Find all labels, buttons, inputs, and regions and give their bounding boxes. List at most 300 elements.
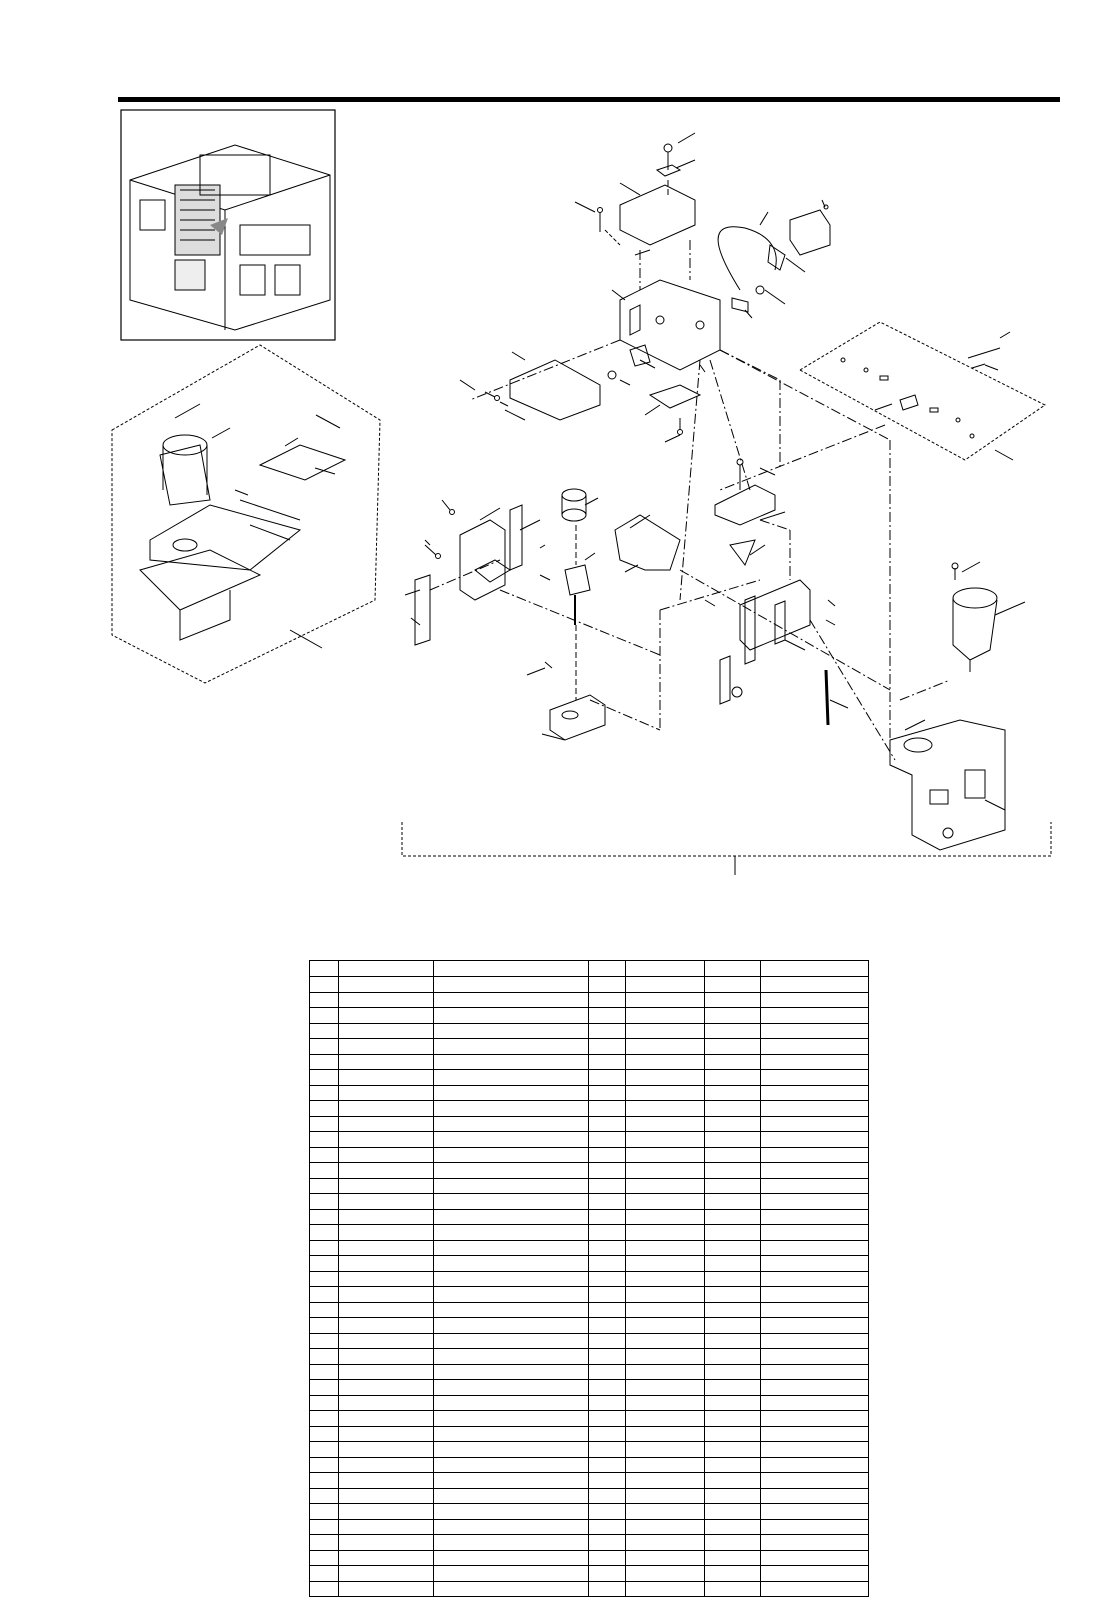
table-cell xyxy=(705,1302,761,1318)
table-cell xyxy=(310,1209,339,1225)
table-cell xyxy=(626,1070,705,1086)
table-cell xyxy=(310,1442,339,1458)
table-cell xyxy=(339,1318,434,1334)
table-cell xyxy=(589,1457,626,1473)
table-cell xyxy=(705,1116,761,1132)
table-cell xyxy=(626,1287,705,1303)
table-cell xyxy=(589,1240,626,1256)
table-cell xyxy=(761,1581,869,1597)
table-cell xyxy=(626,1039,705,1055)
table-row xyxy=(310,1163,869,1179)
table-cell xyxy=(339,1178,434,1194)
table-cell xyxy=(589,1054,626,1070)
table-cell xyxy=(589,1163,626,1179)
table-cell xyxy=(705,992,761,1008)
table-cell xyxy=(310,1225,339,1241)
table-cell xyxy=(339,1039,434,1055)
table-cell xyxy=(339,1116,434,1132)
table-cell xyxy=(589,1023,626,1039)
table-cell xyxy=(433,1054,589,1070)
table-cell xyxy=(589,1085,626,1101)
table-cell xyxy=(589,1535,626,1551)
table-cell xyxy=(339,1209,434,1225)
column-header xyxy=(705,961,761,977)
table-row xyxy=(310,1147,869,1163)
table-cell xyxy=(626,1550,705,1566)
table-cell xyxy=(433,1070,589,1086)
table-cell xyxy=(761,1426,869,1442)
table-cell xyxy=(339,1194,434,1210)
table-cell xyxy=(589,1519,626,1535)
table-cell xyxy=(310,1070,339,1086)
table-cell xyxy=(310,1256,339,1272)
table-cell xyxy=(705,1426,761,1442)
table-cell xyxy=(433,1566,589,1582)
table-cell xyxy=(339,1426,434,1442)
table-cell xyxy=(761,1132,869,1148)
table-cell xyxy=(433,1008,589,1024)
table-cell xyxy=(705,1101,761,1117)
table-cell xyxy=(761,977,869,993)
table-cell xyxy=(761,1473,869,1489)
table-cell xyxy=(761,1442,869,1458)
table-cell xyxy=(339,1240,434,1256)
table-cell xyxy=(761,1054,869,1070)
table-cell xyxy=(589,1488,626,1504)
table-row xyxy=(310,1070,869,1086)
table-cell xyxy=(339,1519,434,1535)
machine-overview-drawing xyxy=(121,110,335,340)
table-cell xyxy=(626,1473,705,1489)
table-cell xyxy=(433,1240,589,1256)
table-cell xyxy=(761,1070,869,1086)
table-cell xyxy=(626,1302,705,1318)
table-cell xyxy=(339,1054,434,1070)
table-cell xyxy=(310,1504,339,1520)
table-row xyxy=(310,1488,869,1504)
table-cell xyxy=(589,1504,626,1520)
table-cell xyxy=(339,1581,434,1597)
table-cell xyxy=(339,1256,434,1272)
table-cell xyxy=(761,1349,869,1365)
table-cell xyxy=(433,1163,589,1179)
table-row xyxy=(310,992,869,1008)
table-cell xyxy=(433,1101,589,1117)
table-cell xyxy=(705,1442,761,1458)
table-cell xyxy=(705,1457,761,1473)
table-cell xyxy=(433,1333,589,1349)
table-cell xyxy=(310,1163,339,1179)
table-cell xyxy=(310,1380,339,1396)
parts-list-table xyxy=(309,960,869,1597)
table-cell xyxy=(761,1194,869,1210)
table-cell xyxy=(761,1225,869,1241)
table-cell xyxy=(310,1349,339,1365)
table-cell xyxy=(589,1132,626,1148)
table-cell xyxy=(626,1380,705,1396)
table-row xyxy=(310,1132,869,1148)
table-cell xyxy=(705,1240,761,1256)
table-row xyxy=(310,1581,869,1597)
table-cell xyxy=(589,1039,626,1055)
column-header xyxy=(589,961,626,977)
table-cell xyxy=(310,1318,339,1334)
table-cell xyxy=(626,1209,705,1225)
table-row xyxy=(310,1395,869,1411)
table-cell xyxy=(589,1070,626,1086)
table-cell xyxy=(589,1426,626,1442)
table-cell xyxy=(705,1504,761,1520)
table-cell xyxy=(589,1116,626,1132)
table-cell xyxy=(339,1457,434,1473)
table-cell xyxy=(310,1333,339,1349)
table-cell xyxy=(761,1256,869,1272)
table-cell xyxy=(761,1008,869,1024)
table-cell xyxy=(589,1209,626,1225)
table-cell xyxy=(626,1457,705,1473)
table-cell xyxy=(310,1488,339,1504)
table-cell xyxy=(589,1271,626,1287)
table-cell xyxy=(310,1566,339,1582)
column-header xyxy=(339,961,434,977)
table-cell xyxy=(626,977,705,993)
table-row xyxy=(310,1504,869,1520)
table-cell xyxy=(705,1349,761,1365)
table-cell xyxy=(626,1008,705,1024)
table-cell xyxy=(310,1519,339,1535)
table-cell xyxy=(310,1194,339,1210)
table-row xyxy=(310,1535,869,1551)
table-cell xyxy=(310,1287,339,1303)
table-cell xyxy=(626,1023,705,1039)
table-cell xyxy=(626,1488,705,1504)
table-cell xyxy=(310,1364,339,1380)
table-cell xyxy=(761,1039,869,1055)
table-cell xyxy=(761,1085,869,1101)
table-cell xyxy=(339,1473,434,1489)
table-cell xyxy=(310,1581,339,1597)
table-row xyxy=(310,1039,869,1055)
table-cell xyxy=(310,1550,339,1566)
table-row xyxy=(310,1256,869,1272)
table-cell xyxy=(433,1194,589,1210)
table-row xyxy=(310,1380,869,1396)
table-row xyxy=(310,1225,869,1241)
table-cell xyxy=(433,1023,589,1039)
table-cell xyxy=(433,1271,589,1287)
table-cell xyxy=(433,1302,589,1318)
assembled-unit-drawing xyxy=(112,345,380,683)
table-cell xyxy=(626,1364,705,1380)
table-row xyxy=(310,1349,869,1365)
table-cell xyxy=(761,1116,869,1132)
table-cell xyxy=(589,1256,626,1272)
table-cell xyxy=(761,1163,869,1179)
table-cell xyxy=(626,1085,705,1101)
table-row xyxy=(310,1457,869,1473)
table-cell xyxy=(626,1132,705,1148)
table-cell xyxy=(339,1287,434,1303)
table-cell xyxy=(761,1488,869,1504)
table-cell xyxy=(433,1581,589,1597)
table-cell xyxy=(310,1132,339,1148)
table-cell xyxy=(761,1380,869,1396)
table-cell xyxy=(339,1566,434,1582)
table-cell xyxy=(761,1271,869,1287)
table-cell xyxy=(626,1271,705,1287)
table-cell xyxy=(433,1225,589,1241)
table-cell xyxy=(339,1008,434,1024)
table-cell xyxy=(310,1116,339,1132)
table-cell xyxy=(626,1178,705,1194)
column-header xyxy=(626,961,705,977)
table-cell xyxy=(433,1116,589,1132)
table-cell xyxy=(310,1147,339,1163)
table-cell xyxy=(589,1550,626,1566)
table-cell xyxy=(589,1411,626,1427)
table-cell xyxy=(589,1225,626,1241)
exploded-view xyxy=(402,133,1051,875)
table-cell xyxy=(339,1147,434,1163)
table-cell xyxy=(433,1349,589,1365)
table-cell xyxy=(626,1240,705,1256)
table-row xyxy=(310,1566,869,1582)
table-cell xyxy=(339,1271,434,1287)
table-cell xyxy=(626,1194,705,1210)
table-cell xyxy=(761,1504,869,1520)
table-cell xyxy=(761,1147,869,1163)
table-cell xyxy=(705,1008,761,1024)
table-cell xyxy=(433,1256,589,1272)
table-cell xyxy=(310,1240,339,1256)
table-cell xyxy=(339,1349,434,1365)
table-cell xyxy=(310,1178,339,1194)
table-cell xyxy=(589,1473,626,1489)
table-cell xyxy=(339,1333,434,1349)
table-row xyxy=(310,1411,869,1427)
table-cell xyxy=(310,1302,339,1318)
table-cell xyxy=(705,1566,761,1582)
table-cell xyxy=(433,1147,589,1163)
table-cell xyxy=(626,1442,705,1458)
table-cell xyxy=(761,1302,869,1318)
table-row xyxy=(310,1442,869,1458)
table-cell xyxy=(761,1535,869,1551)
table-cell xyxy=(589,1147,626,1163)
table-cell xyxy=(705,1132,761,1148)
table-row xyxy=(310,1116,869,1132)
table-cell xyxy=(339,992,434,1008)
table-cell xyxy=(589,1566,626,1582)
table-cell xyxy=(589,1581,626,1597)
table-cell xyxy=(433,1488,589,1504)
table-row xyxy=(310,1008,869,1024)
table-cell xyxy=(626,1163,705,1179)
table-cell xyxy=(589,992,626,1008)
table-cell xyxy=(589,1287,626,1303)
table-cell xyxy=(589,1442,626,1458)
table-cell xyxy=(761,1519,869,1535)
table-cell xyxy=(705,1287,761,1303)
table-cell xyxy=(339,1380,434,1396)
table-cell xyxy=(339,1488,434,1504)
table-cell xyxy=(705,1488,761,1504)
table-cell xyxy=(626,1504,705,1520)
table-cell xyxy=(310,1271,339,1287)
table-cell xyxy=(705,1070,761,1086)
table-cell xyxy=(626,1333,705,1349)
table-row xyxy=(310,1550,869,1566)
table-cell xyxy=(761,1566,869,1582)
table-cell xyxy=(589,1349,626,1365)
table-cell xyxy=(310,1101,339,1117)
table-row xyxy=(310,1054,869,1070)
table-cell xyxy=(433,1318,589,1334)
table-cell xyxy=(433,1504,589,1520)
table-cell xyxy=(433,1209,589,1225)
table-cell xyxy=(339,1101,434,1117)
table-cell xyxy=(761,1457,869,1473)
table-cell xyxy=(626,1581,705,1597)
table-cell xyxy=(310,1426,339,1442)
table-cell xyxy=(705,1225,761,1241)
table-cell xyxy=(705,1147,761,1163)
table-cell xyxy=(433,977,589,993)
table-cell xyxy=(626,1318,705,1334)
table-cell xyxy=(626,1349,705,1365)
table-cell xyxy=(626,1147,705,1163)
table-cell xyxy=(761,1240,869,1256)
table-cell xyxy=(705,1364,761,1380)
table-header-row xyxy=(310,961,869,977)
table-cell xyxy=(626,1426,705,1442)
table-cell xyxy=(433,1364,589,1380)
column-header xyxy=(761,961,869,977)
table-cell xyxy=(761,1287,869,1303)
table-cell xyxy=(626,1411,705,1427)
table-cell xyxy=(433,1132,589,1148)
table-cell xyxy=(626,1054,705,1070)
table-cell xyxy=(761,1550,869,1566)
table-cell xyxy=(705,1085,761,1101)
table-cell xyxy=(339,1225,434,1241)
column-header xyxy=(310,961,339,977)
table-cell xyxy=(310,1457,339,1473)
table-cell xyxy=(433,1411,589,1427)
table-row xyxy=(310,1519,869,1535)
table-row xyxy=(310,1101,869,1117)
table-cell xyxy=(433,1085,589,1101)
table-cell xyxy=(339,1442,434,1458)
table-cell xyxy=(310,992,339,1008)
column-header xyxy=(433,961,589,977)
table-cell xyxy=(705,1550,761,1566)
table-cell xyxy=(705,1395,761,1411)
table-cell xyxy=(339,1132,434,1148)
table-cell xyxy=(589,1194,626,1210)
table-cell xyxy=(761,1395,869,1411)
table-cell xyxy=(310,1008,339,1024)
table-row xyxy=(310,1287,869,1303)
table-cell xyxy=(705,1271,761,1287)
table-body xyxy=(310,977,869,1597)
table-cell xyxy=(626,1566,705,1582)
table-row xyxy=(310,1473,869,1489)
table-cell xyxy=(433,992,589,1008)
table-row xyxy=(310,1333,869,1349)
table-cell xyxy=(433,1550,589,1566)
table-cell xyxy=(433,1380,589,1396)
table-cell xyxy=(310,1054,339,1070)
table-cell xyxy=(705,1163,761,1179)
table-cell xyxy=(339,1504,434,1520)
table-cell xyxy=(433,1535,589,1551)
table-cell xyxy=(705,1023,761,1039)
table-cell xyxy=(339,1364,434,1380)
table-row xyxy=(310,1023,869,1039)
table-row xyxy=(310,1271,869,1287)
table-cell xyxy=(626,1519,705,1535)
table-cell xyxy=(339,1085,434,1101)
table-cell xyxy=(626,1101,705,1117)
table-cell xyxy=(589,1380,626,1396)
table-cell xyxy=(705,1256,761,1272)
table-cell xyxy=(433,1287,589,1303)
table-cell xyxy=(626,1395,705,1411)
table-cell xyxy=(626,992,705,1008)
table-cell xyxy=(433,1426,589,1442)
table-row xyxy=(310,1085,869,1101)
table-cell xyxy=(339,1535,434,1551)
table-cell xyxy=(705,977,761,993)
table-cell xyxy=(433,1178,589,1194)
table-cell xyxy=(433,1457,589,1473)
table-cell xyxy=(761,1364,869,1380)
table-cell xyxy=(589,1364,626,1380)
table-cell xyxy=(705,1039,761,1055)
table-cell xyxy=(761,1209,869,1225)
table-cell xyxy=(705,1581,761,1597)
table-cell xyxy=(310,1023,339,1039)
table-cell xyxy=(339,1163,434,1179)
table-cell xyxy=(705,1178,761,1194)
table-cell xyxy=(589,1178,626,1194)
table-cell xyxy=(761,1411,869,1427)
table-cell xyxy=(705,1519,761,1535)
table-cell xyxy=(626,1535,705,1551)
table-cell xyxy=(310,1395,339,1411)
table-cell xyxy=(433,1442,589,1458)
table-cell xyxy=(705,1473,761,1489)
table-cell xyxy=(761,1023,869,1039)
table-cell xyxy=(705,1411,761,1427)
table-cell xyxy=(339,1302,434,1318)
table-cell xyxy=(310,1039,339,1055)
table-cell xyxy=(310,1473,339,1489)
table-cell xyxy=(433,1519,589,1535)
table-cell xyxy=(589,977,626,993)
table-cell xyxy=(589,1318,626,1334)
table-cell xyxy=(433,1039,589,1055)
table-cell xyxy=(705,1054,761,1070)
table-row xyxy=(310,977,869,993)
table-cell xyxy=(705,1194,761,1210)
table-cell xyxy=(310,977,339,993)
table-row xyxy=(310,1178,869,1194)
table-cell xyxy=(761,1333,869,1349)
table-cell xyxy=(761,1318,869,1334)
table-row xyxy=(310,1318,869,1334)
